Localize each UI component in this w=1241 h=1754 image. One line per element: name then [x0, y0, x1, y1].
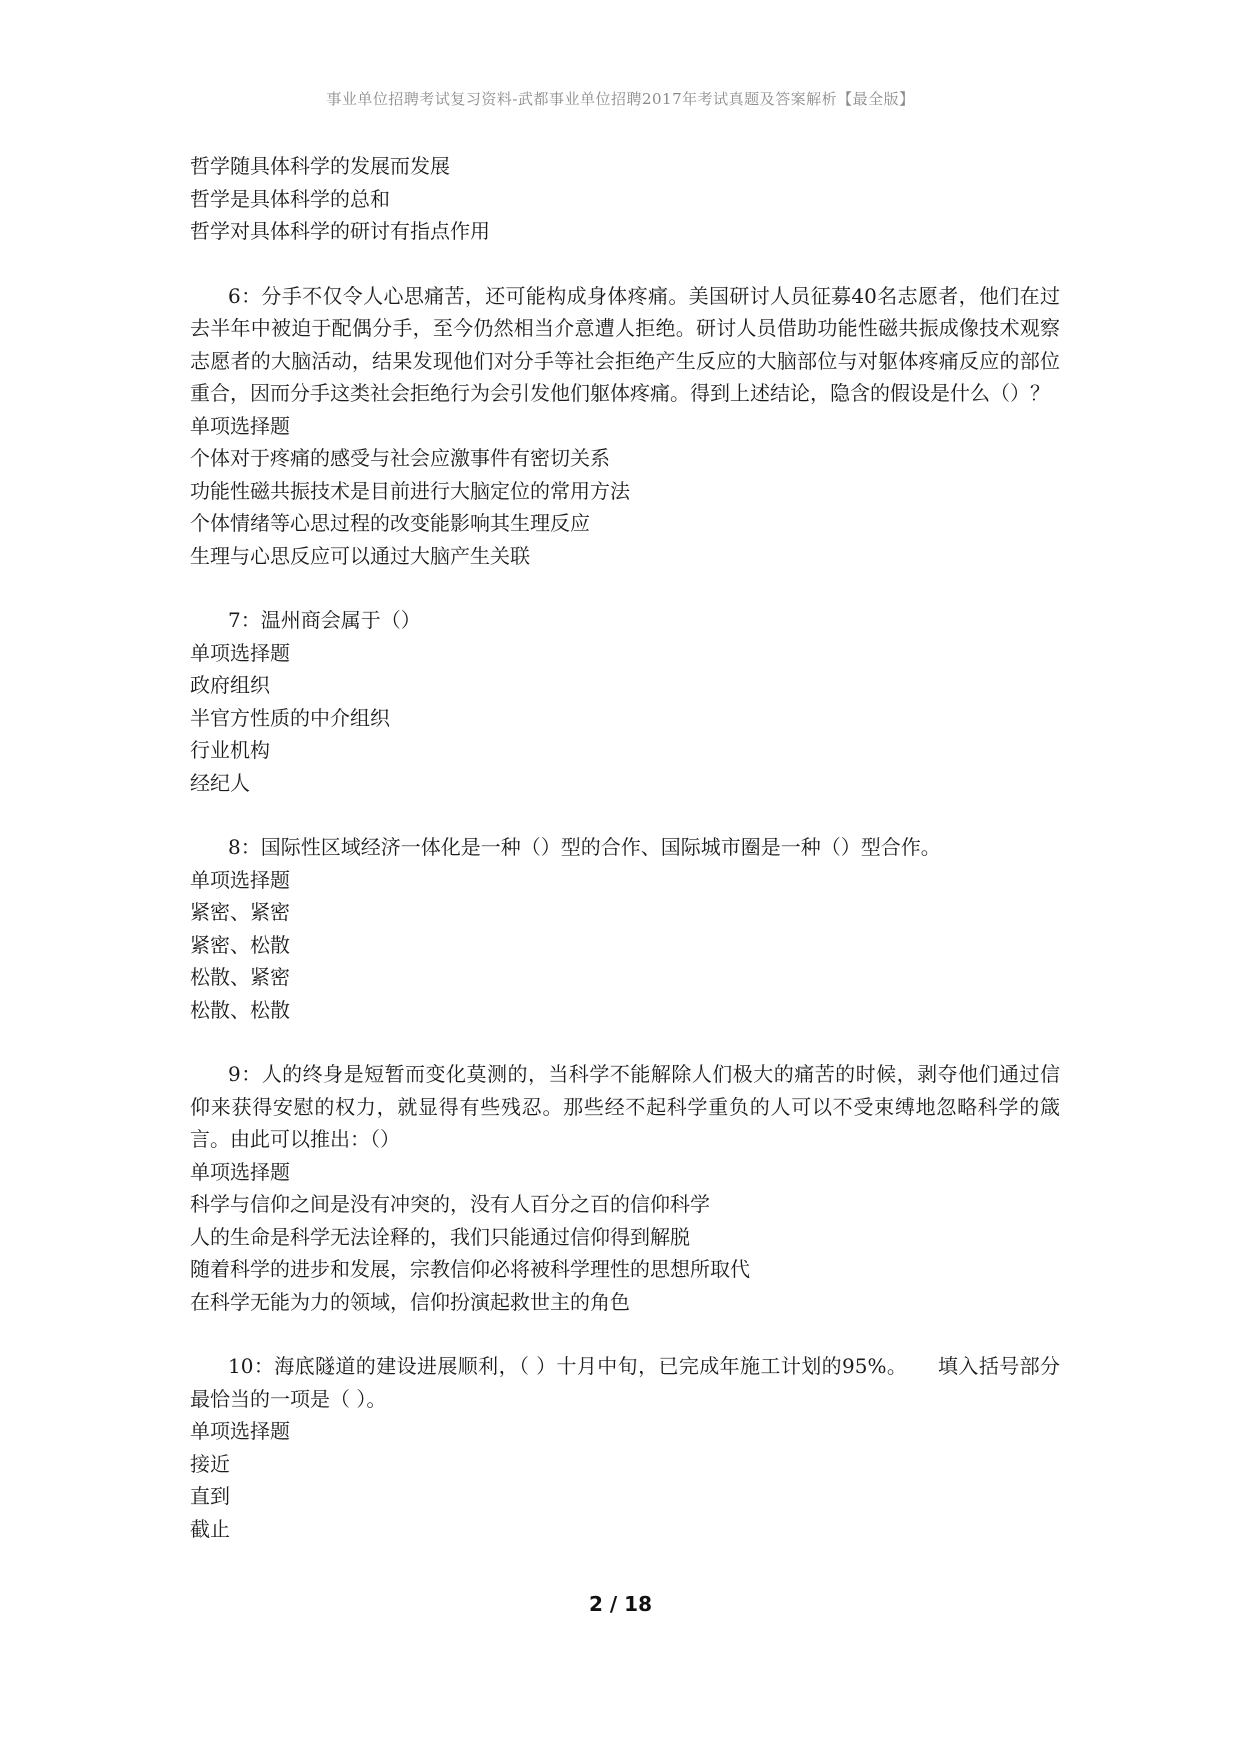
- question-stem: 10：海底隧道的建设进展顺利，（ ）十月中旬，已完成年施工计划的95%。 填入括号部分最恰当的一项是（ ）。: [190, 1354, 1060, 1411]
- option-text: 接近: [190, 1451, 230, 1476]
- option-text: 个体情绪等心思过程的改变能影响其生理反应: [190, 511, 590, 535]
- option-text: 个体对于疼痛的感受与社会应激事件有密切关系: [190, 446, 610, 470]
- question-type: 单项选择题: [190, 867, 290, 892]
- question-10: [190, 1350, 1060, 1545]
- option-text: 直到: [190, 1484, 230, 1508]
- option-text: 哲学随具体科学的发展而发展: [190, 154, 450, 178]
- question-9: [190, 1058, 1060, 1318]
- previous-question-options: [190, 150, 1060, 248]
- question-type: 单项选择题: [190, 640, 290, 665]
- option-text: 哲学是具体科学的总和: [190, 186, 390, 211]
- option-text: 科学与信仰之间是没有冲突的，没有人百分之百的信仰科学: [190, 1192, 710, 1216]
- question-8: [190, 831, 1060, 1026]
- option-text: 随着科学的进步和发展，宗教信仰必将被科学理性的思想所取代: [190, 1257, 750, 1281]
- option-text: 人的生命是科学无法诠释的，我们只能通过信仰得到解脱: [190, 1224, 690, 1249]
- option-text: 紧密、紧密: [190, 900, 290, 924]
- option-text: 功能性磁共振技术是目前进行大脑定位的常用方法: [190, 478, 630, 503]
- page-number: 2 / 18: [589, 1592, 652, 1616]
- question-7: [190, 604, 1060, 799]
- option-text: 松散、松散: [190, 997, 290, 1022]
- question-type: 单项选择题: [190, 1159, 290, 1184]
- option-text: 行业机构: [190, 738, 270, 762]
- question-type: 单项选择题: [190, 413, 290, 438]
- option-text: 哲学对具体科学的研讨有指点作用: [190, 219, 490, 243]
- page-header: 事业单位招聘考试复习资料-武都事业单位招聘2017年考试真题及答案解析【最全版】: [326, 90, 915, 108]
- document-body: [190, 150, 1060, 1545]
- option-text: 在科学无能为力的领域，信仰扮演起救世主的角色: [190, 1289, 630, 1314]
- option-text: 半官方性质的中介组织: [190, 705, 390, 730]
- question-6: [190, 280, 1060, 573]
- option-text: 松散、紧密: [190, 965, 290, 989]
- option-text: 政府组织: [190, 673, 270, 697]
- question-stem: 8：国际性区域经济一体化是一种（）型的合作、国际城市圈是一种（）型合作。: [228, 835, 941, 859]
- option-text: 经纪人: [190, 770, 250, 795]
- option-text: 紧密、松散: [190, 932, 290, 957]
- option-text: 生理与心思反应可以通过大脑产生关联: [190, 543, 530, 568]
- question-stem: 9：人的终身是短暂而变化莫测的，当科学不能解除人们极大的痛苦的时候，剥夺他们通过信仰来获得安慰的权力，就显得有些残忍。那些经不起科学重负的人可以不受束缚地忽略科学的箴言。由此可以推出：（）: [190, 1062, 1060, 1151]
- option-text: 截止: [190, 1516, 230, 1541]
- question-stem: 7：温州商会属于（）: [228, 608, 421, 632]
- question-stem: 6：分手不仅令人心思痛苦，还可能构成身体疼痛。美国研讨人员征募40名志愿者，他们在过去半年中被迫于配偶分手，至今仍然相当介意遭人拒绝。研讨人员借助功能性磁共振成像技术观察志愿者的大脑活动，结果发现他们对分手等社会拒绝产生反应的大脑部位与对躯体疼痛反应的部位重合，因而分手这类社会拒绝行为会引发他们躯体疼痛。得到上述结论，隐含的假设是什么（）？: [190, 283, 1060, 405]
- question-type: 单项选择题: [190, 1419, 290, 1443]
